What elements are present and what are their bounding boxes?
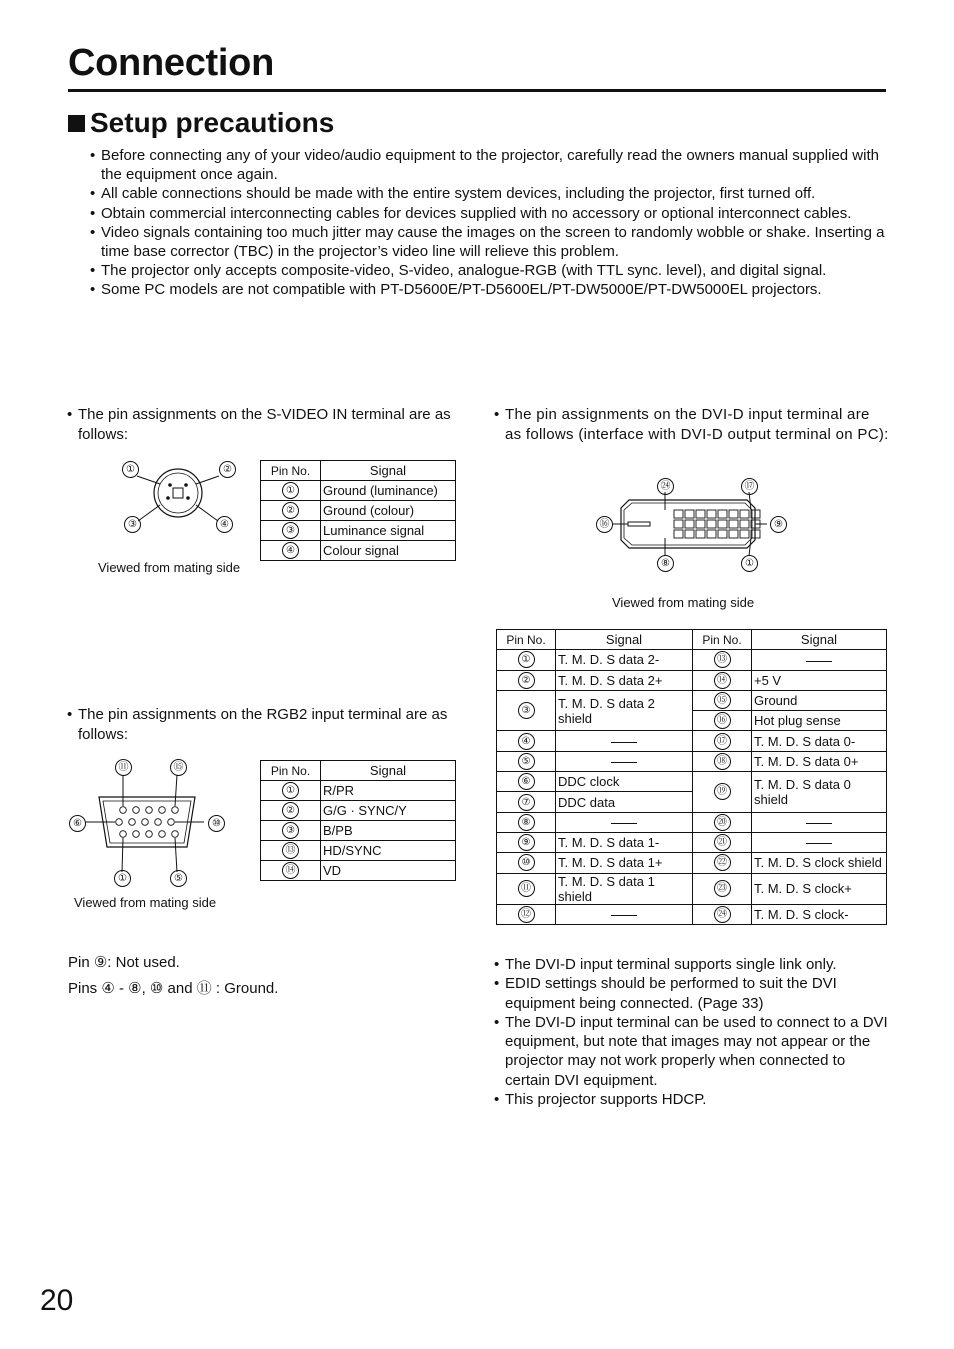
section-title-text: Setup precautions (90, 107, 335, 138)
dash-icon (806, 823, 832, 824)
table-row (261, 501, 456, 521)
list-item: • This projector supports HDCP. (494, 1090, 894, 1109)
dash-icon (611, 762, 637, 763)
dvi-label: ① (741, 555, 758, 573)
signal-cell: +5 V (752, 670, 887, 690)
pin-cell: ⑮ (693, 690, 752, 710)
list-item: • Before connecting any of your video/audio equipment to the projector, carefully read the owners manual supplied with the equipment once again. (90, 146, 890, 184)
pin-cell: ⑯ (693, 711, 752, 731)
signal-cell: T. M. D. S clock+ (752, 873, 887, 904)
table-row (261, 541, 456, 561)
dash-icon (611, 915, 637, 916)
pin-cell: ② (497, 670, 556, 690)
precautions-list (90, 146, 890, 300)
pin-cell: ⑲ (693, 772, 752, 813)
svideo-intro: • The pin assignments on the S-VIDEO IN terminal are as follows: (67, 406, 451, 443)
signal-header: Signal (752, 630, 887, 650)
svideo-label: ② (219, 461, 236, 479)
pin-cell: ④ (261, 541, 321, 561)
pin-cell: ③ (497, 690, 556, 731)
dvi-intro: • The pin assignments on the DVI-D input terminal are as follows (interface with DVI-D output terminal on PC): (494, 406, 889, 443)
pin-header: Pin No. (261, 761, 321, 781)
pin-not-used-note: Pin ⑨: Not used. (68, 954, 180, 971)
table-row (261, 821, 456, 841)
pin-cell: ⑥ (497, 772, 556, 792)
page-number: 20 (40, 1284, 74, 1317)
table-row (497, 904, 887, 924)
pin-cell: ⑪ (497, 873, 556, 904)
list-item: • Some PC models are not compatible with PT-D5600E/PT-D5600EL/PT-DW5000E/PT-DW5000EL projectors. (90, 280, 890, 299)
pin-cell: ⑤ (497, 751, 556, 771)
signal-cell: DDC clock (556, 772, 693, 792)
dvi-label: ⑨ (770, 516, 787, 534)
pins-ground-note: Pins ④ - ⑧, ⑩ and ⑪ : Ground. (68, 980, 279, 997)
svideo-pin-table (260, 460, 456, 561)
rgb2-label: ① (114, 870, 131, 888)
dvi-label: ⑯ (596, 516, 613, 534)
page-title: Connection (68, 42, 274, 84)
list-item: • The DVI-D input terminal can be used to connect to a DVI equipment, but note that images may not appear or the projector may not work properly when connected to certain DVI equipment. (494, 1013, 894, 1090)
pin-cell: ① (261, 781, 321, 801)
pin-cell: ② (261, 501, 321, 521)
dash-icon (806, 661, 832, 662)
pin-cell: ③ (261, 521, 321, 541)
table-row (497, 751, 887, 771)
pin-header: Pin No. (693, 630, 752, 650)
table-row (497, 812, 887, 832)
signal-cell: Hot plug sense (752, 711, 887, 731)
pin-cell: ⑧ (497, 812, 556, 832)
signal-cell: T. M. D. S data 1 shield (556, 873, 693, 904)
dvi-label: ㉔ (657, 478, 674, 496)
table-row (497, 690, 887, 710)
pin-cell: ⑱ (693, 751, 752, 771)
list-item: • The DVI-D input terminal supports single link only. (494, 955, 894, 974)
rgb2-label: ⑩ (208, 815, 225, 833)
square-bullet-icon (68, 115, 85, 132)
dvi-caption: Viewed from mating side (612, 595, 755, 610)
pin-cell: ⑭ (261, 861, 321, 881)
list-item: • Video signals containing too much jitter may cause the images on the screen to randomly wobble or shake. Inserting a time base corrector (TBC) in the projector’s video line will relieve this problem. (90, 223, 890, 261)
rgb2-label: ⑮ (170, 759, 187, 777)
table-row (261, 521, 456, 541)
svideo-label: ① (122, 461, 139, 479)
pin-cell: ① (261, 481, 321, 501)
pin-cell: ③ (261, 821, 321, 841)
rgb2-label: ⑤ (170, 870, 187, 888)
signal-cell: T. M. D. S clock- (752, 904, 887, 924)
dvi-connector-diagram (595, 478, 795, 573)
svideo-label: ④ (216, 516, 233, 534)
rgb2-pin-table (260, 760, 456, 881)
pin-cell: ① (497, 650, 556, 670)
list-item: • EDID settings should be performed to suit the DVI equipment being connected. (Page 33) (494, 974, 894, 1013)
table-header-row (497, 630, 887, 650)
signal-cell: T. M. D. S data 2+ (556, 670, 693, 690)
pin-cell: ⑭ (693, 670, 752, 690)
dash-icon (806, 843, 832, 844)
rgb2-label: ⑪ (115, 759, 132, 777)
table-row (497, 731, 887, 751)
signal-cell: T. M. D. S clock shield (752, 853, 887, 873)
table-row (497, 650, 887, 670)
list-item: • The projector only accepts composite-video, S-video, analogue-RGB (with TTL sync. level), and digital signal. (90, 261, 890, 280)
rgb2-label: ⑥ (69, 815, 86, 833)
signal-cell: Luminance signal (321, 521, 456, 541)
list-item: • All cable connections should be made with the entire system devices, including the projector, first turned off. (90, 184, 890, 203)
signal-cell: T. M. D. S data 2 shield (556, 690, 693, 731)
dvi-pin-table (496, 629, 887, 925)
signal-cell (752, 650, 887, 670)
table-row (497, 772, 887, 792)
rgb2-connector-diagram (85, 775, 215, 875)
signal-cell: B/PB (321, 821, 456, 841)
title-rule (68, 89, 886, 92)
section-title (68, 107, 334, 139)
pin-cell: ⑬ (261, 841, 321, 861)
pin-header: Pin No. (261, 461, 321, 481)
pin-cell: ⑩ (497, 853, 556, 873)
signal-cell: T. M. D. S data 1- (556, 832, 693, 852)
table-row (261, 481, 456, 501)
dvi-label: ⑰ (741, 478, 758, 496)
signal-cell: Ground (752, 690, 887, 710)
table-row (261, 841, 456, 861)
pin-cell: ㉔ (693, 904, 752, 924)
dvi-notes-list (494, 955, 894, 1109)
signal-cell: DDC data (556, 792, 693, 812)
table-row (497, 670, 887, 690)
dvi-label: ⑧ (657, 555, 674, 573)
signal-cell (556, 751, 693, 771)
table-row (497, 832, 887, 852)
signal-cell: Colour signal (321, 541, 456, 561)
signal-cell: Ground (colour) (321, 501, 456, 521)
svideo-label: ③ (124, 516, 141, 534)
signal-cell (556, 904, 693, 924)
signal-header: Signal (321, 761, 456, 781)
pin-cell: ② (261, 801, 321, 821)
dash-icon (611, 823, 637, 824)
rgb2-intro: • The pin assignments on the RGB2 input terminal are as follows: (67, 706, 448, 743)
pin-cell: ㉒ (693, 853, 752, 873)
table-header-row (261, 461, 456, 481)
signal-cell: G/G · SYNC/Y (321, 801, 456, 821)
pin-header: Pin No. (497, 630, 556, 650)
signal-header: Signal (321, 461, 456, 481)
signal-header: Signal (556, 630, 693, 650)
signal-cell: R/PR (321, 781, 456, 801)
pin-cell: ⑳ (693, 812, 752, 832)
pin-cell: ⑰ (693, 731, 752, 751)
pin-cell: ⑬ (693, 650, 752, 670)
pin-cell: ④ (497, 731, 556, 751)
signal-cell: T. M. D. S data 0 shield (752, 772, 887, 813)
signal-cell: T. M. D. S data 0+ (752, 751, 887, 771)
rgb2-caption: Viewed from mating side (74, 895, 217, 910)
signal-cell: T. M. D. S data 2- (556, 650, 693, 670)
table-header-row (261, 761, 456, 781)
table-row (261, 801, 456, 821)
pin-cell: ㉑ (693, 832, 752, 852)
pin-cell: ⑨ (497, 832, 556, 852)
signal-cell (556, 812, 693, 832)
signal-cell: HD/SYNC (321, 841, 456, 861)
signal-cell (752, 832, 887, 852)
pin-cell: ⑫ (497, 904, 556, 924)
pin-cell: ㉓ (693, 873, 752, 904)
table-row (261, 861, 456, 881)
signal-cell: Ground (luminance) (321, 481, 456, 501)
list-item: • Obtain commercial interconnecting cables for devices supplied with no accessory or optional interconnect cables. (90, 204, 890, 223)
table-row (497, 853, 887, 873)
signal-cell (556, 731, 693, 751)
signal-cell: T. M. D. S data 1+ (556, 853, 693, 873)
pin-cell: ⑦ (497, 792, 556, 812)
signal-cell: VD (321, 861, 456, 881)
signal-cell (752, 812, 887, 832)
signal-cell: T. M. D. S data 0- (752, 731, 887, 751)
dash-icon (611, 742, 637, 743)
svideo-caption: Viewed from mating side (98, 560, 241, 575)
table-row (261, 781, 456, 801)
